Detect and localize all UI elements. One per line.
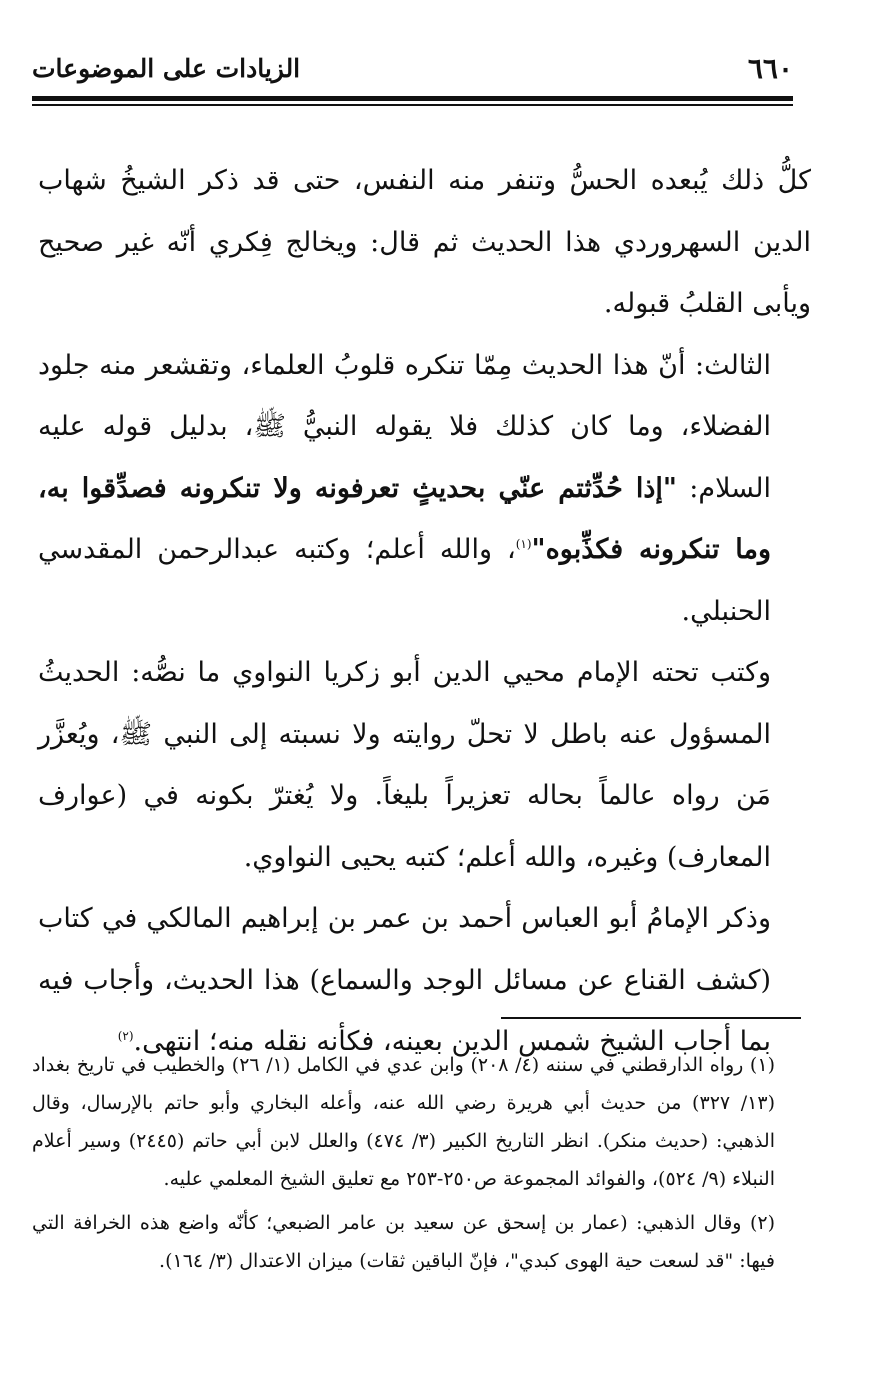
footnote-ref-1[interactable]: (١) — [515, 537, 532, 551]
hadith-quote: "إذا حُدِّثتم عنّي بحديثٍ تعرفونه ولا تنكرونه فصدِّقوا به، وما تنكرونه فكذِّبوه" — [38, 472, 771, 565]
header-rule-thin — [32, 104, 793, 106]
paragraph-2 — [38, 335, 811, 643]
footnote-ref-2[interactable]: (٢) — [117, 1029, 134, 1043]
paragraph-3: وكتب تحته الإمام محيي الدين أبو زكريا النواوي ما نصُّه: الحديثُ المسؤول عنه باطل لا تحلّ روايته ولا نسبته إلى النبي ﷺ، ويُعزَّر مَن رواه عالماً بحاله تعزيراً بليغاً. ولا يُغترّ بكونه في (عوارف المعارف) وغيره، والله أعلم؛ كتبه يحيى النواوي. — [38, 657, 771, 873]
paragraph-2-end: ، والله أعلم؛ وكتبه عبدالرحمن المقدسي الحنبلي. — [38, 534, 771, 627]
footnote-2: (٢) وقال الذهبي: (عمار بن إسحق عن سعيد بن عامر الضبعي؛ كأنّه واضع هذه الخرافة التي فيها: "قد لسعت حية الهوى كبدي"، فإنّ الباقين ثقات) ميزان الاعتدال (٣/ ١٦٤). — [32, 1212, 775, 1272]
header-rule — [32, 96, 793, 101]
page-header — [32, 50, 793, 90]
footnotes — [32, 1046, 811, 1286]
paragraph-4-text: وذكر الإمامُ أبو العباس أحمد بن عمر بن إبراهيم المالكي في كتاب (كشف القناع عن مسائل الوجد والسماع) هذا الحديث، وأجاب فيه بما أجاب الشيخ شمس الدين بعينه، فكأنه نقله منه؛ انتهى. — [38, 903, 771, 1057]
paragraph-4 — [38, 888, 811, 1073]
paragraph-1: كلُّ ذلك يُبعده الحسُّ وتنفر منه النفس، حتى قد ذكر الشيخُ شهاب الدين السهروردي هذا الحديث ثم قال: ويخالج فِكري أنّه غير صحيح ويأبى القلبُ قبوله. — [38, 165, 811, 319]
footnote-separator — [501, 1017, 801, 1019]
paragraph-2-intro: الثالث: أنّ هذا الحديث مِمّا تنكره قلوبُ العلماء، وتقشعر منه جلود الفضلاء، وما كان كذلك فلا يقوله النبيُّ ﷺ، بدليل قوله عليه السلام: — [38, 349, 771, 504]
page-number: ٦٦٠ — [747, 52, 793, 85]
running-title: الزيادات على الموضوعات — [32, 54, 301, 83]
main-text — [38, 150, 811, 1073]
footnote-1: (١) رواه الدارقطني في سننه (٤/ ٢٠٨) وابن عدي في الكامل (١/ ٢٦) والخطيب في تاريخ بغداد (١٣/ ٣٢٧) من حديث أبي هريرة رضي الله عنه، وأعله البخاري وأبو حاتم بالإرسال، وقال الذهبي: (حديث منكر). انظر التاريخ الكبير (٣/ ٤٧٤) والعلل لابن أبي حاتم (٢٤٤٥) وسير أعلام النبلاء (٩/ ٥٢٤)، والفوائد المجموعة ص٢٥٠-٢٥٣ مع تعليق الشيخ المعلمي عليه. — [32, 1054, 775, 1190]
